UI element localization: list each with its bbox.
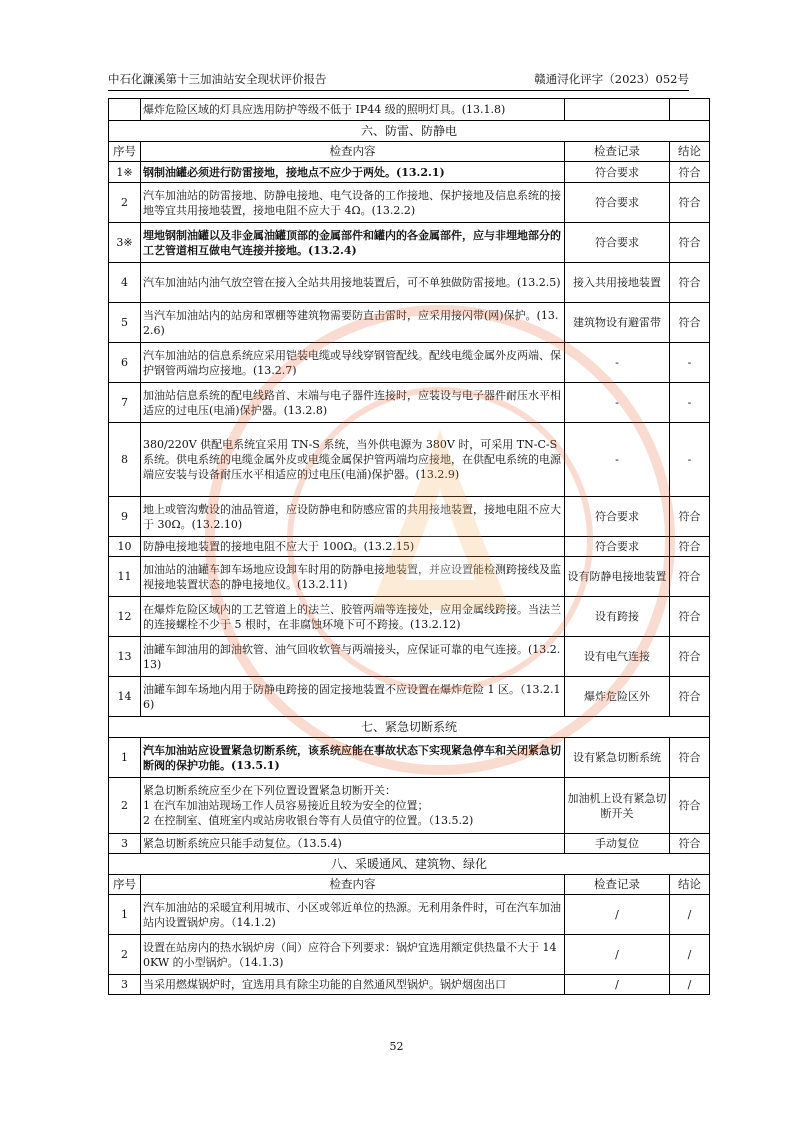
section-title: 八、采暖通风、建筑物、绿化: [109, 854, 710, 875]
table-row: [109, 557, 710, 597]
row-result: 符合: [670, 183, 710, 223]
row-content: 当采用燃煤锅炉时，宜选用具有除尘功能的自然通风型锅炉。锅炉烟囱出口: [141, 975, 565, 995]
row-result: 符合: [670, 557, 710, 597]
row-result: 符合: [670, 303, 710, 343]
report-number: 赣通浔化评字（2023）052号: [534, 72, 689, 86]
column-header-no: 序号: [109, 142, 141, 162]
row-number: 8: [109, 423, 141, 497]
row-number: 3: [109, 834, 141, 854]
row-number: 2: [109, 183, 141, 223]
inspection-table: [108, 98, 710, 995]
blank-cell: [670, 99, 710, 121]
row-record: 符合要求: [565, 162, 670, 183]
row-result: 符合: [670, 537, 710, 557]
row-record: -: [565, 343, 670, 383]
row-record: 爆炸危险区外: [565, 677, 670, 717]
section-title-row: [109, 121, 710, 142]
row-result: 符合: [670, 637, 710, 677]
row-content: 油罐车卸车场地内用于防静电跨接的固定接地装置不应设置在爆炸危险 1 区。（13.2.16): [141, 677, 565, 717]
page-number: 52: [389, 1040, 404, 1053]
table-row: [109, 778, 710, 834]
row-result: 符合: [670, 834, 710, 854]
row-record: 手动复位: [565, 834, 670, 854]
row-result: 符合: [670, 223, 710, 263]
row-content: 紧急切断系统应只能手动复位。（13.5.4): [141, 834, 565, 854]
table-row: [109, 637, 710, 677]
table-row: [109, 895, 710, 935]
row-result: -: [670, 383, 710, 423]
table-row: [109, 223, 710, 263]
row-record: /: [565, 975, 670, 995]
row-content: 加油站的油罐车卸车场地应设卸车时用的防静电接地装置，并应设置能检测跨接线及监视接地装置状态的静电接地仪。(13.2.11): [141, 557, 565, 597]
row-number: 14: [109, 677, 141, 717]
row-content: 380/220V 供配电系统宜采用 TN-S 系统，当外供电源为 380V 时，可采用 TN-C-S 系统。供电系统的电缆金属外皮或电缆金属保护管两端均应接地，在供配电系统的电源端应安装与设备耐压水平相适应的过电压(电涌)保护器。(13.2.9): [141, 423, 565, 497]
row-record: 接入共用接地装置: [565, 263, 670, 303]
row-record: 符合要求: [565, 223, 670, 263]
column-header-result: 结论: [670, 875, 710, 895]
table-row: [109, 935, 710, 975]
row-number: 13: [109, 637, 141, 677]
row-content: 爆炸危险区域的灯具应选用防护等级不低于 IP44 级的照明灯具。(13.1.8): [141, 99, 565, 121]
table-row: [109, 343, 710, 383]
row-record: 设有防静电接地装置: [565, 557, 670, 597]
section-title-row: [109, 717, 710, 738]
row-number: 3: [109, 975, 141, 995]
column-header-no: 序号: [109, 875, 141, 895]
row-number: 7: [109, 383, 141, 423]
row-content: 设置在站房内的热水锅炉房（间）应符合下列要求：锅炉宜选用额定供热量不大于 140KW 的小型锅炉。（14.1.3): [141, 935, 565, 975]
row-content: 汽车加油站的采暖宜利用城市、小区或邻近单位的热源。无利用条件时，可在汽车加油站内设置锅炉房。（14.1.2): [141, 895, 565, 935]
row-record: 设有紧急切断系统: [565, 738, 670, 778]
row-result: 符合: [670, 497, 710, 537]
table-row: [109, 497, 710, 537]
section-title: 六、防雷、防静电: [109, 121, 710, 142]
row-content: 汽车加油站的信息系统应采用铠装电缆或导线穿钢管配线。配线电缆金属外皮两端、保护钢管两端均应接地。(13.2.7): [141, 343, 565, 383]
row-result: 符合: [670, 677, 710, 717]
section-title: 七、紧急切断系统: [109, 717, 710, 738]
section-title-row: [109, 854, 710, 875]
table-row: [109, 677, 710, 717]
table-row: [109, 537, 710, 557]
row-record: 符合要求: [565, 497, 670, 537]
table-row: [109, 99, 710, 121]
row-number: 1※: [109, 162, 141, 183]
row-record: 建筑物设有避雷带: [565, 303, 670, 343]
table-row: [109, 597, 710, 637]
table-header-row: [109, 142, 710, 162]
row-record: 设有电气连接: [565, 637, 670, 677]
row-record: -: [565, 423, 670, 497]
row-result: 符合: [670, 597, 710, 637]
table-row: [109, 162, 710, 183]
row-number: 2: [109, 778, 141, 834]
row-number: 6: [109, 343, 141, 383]
row-content: 油罐车卸油用的卸油软管、油气回收软管与两端接头，应保证可靠的电气连接。(13.2.13): [141, 637, 565, 677]
row-content: 汽车加油站的防雷接地、防静电接地、电气设备的工作接地、保护接地及信息系统的接地等宜共用接地装置，接地电阻不应大于 4Ω。(13.2.2): [141, 183, 565, 223]
row-record: 符合要求: [565, 183, 670, 223]
table-row: [109, 834, 710, 854]
row-result: /: [670, 895, 710, 935]
row-result: 符合: [670, 162, 710, 183]
row-result: 符合: [670, 738, 710, 778]
row-content: 在爆炸危险区域内的工艺管道上的法兰、胶管两端等连接处，应用金属线跨接。当法兰的连接螺栓不少于 5 根时，在非腐蚀环境下可不跨接。(13.2.12): [141, 597, 565, 637]
row-record: /: [565, 935, 670, 975]
blank-cell: [565, 99, 670, 121]
table-row: [109, 383, 710, 423]
row-content: 当汽车加油站内的站房和罩棚等建筑物需要防直击雷时，应采用接闪带(网)保护。(13.2.6): [141, 303, 565, 343]
row-content: 埋地钢制油罐以及非金属油罐顶部的金属部件和罐内的各金属部件，应与非埋地部分的工艺管道相互做电气连接并接地。(13.2.4): [141, 223, 565, 263]
column-header-record: 检查记录: [565, 875, 670, 895]
row-number: 10: [109, 537, 141, 557]
row-content: 地上或管沟敷设的油品管道，应设防静电和防感应雷的共用接地装置，接地电阻不应大于 30Ω。(13.2.10): [141, 497, 565, 537]
row-record: 加油机上设有紧急切断开关: [565, 778, 670, 834]
row-result: /: [670, 975, 710, 995]
report-title: 中石化濂溪第十三加油站安全现状评价报告: [108, 72, 327, 86]
table-header-row: [109, 875, 710, 895]
table-row: [109, 303, 710, 343]
row-number: 3※: [109, 223, 141, 263]
column-header-content: 检查内容: [141, 142, 565, 162]
row-number: 4: [109, 263, 141, 303]
column-header-content: 检查内容: [141, 875, 565, 895]
table-row: [109, 975, 710, 995]
header-rule: [108, 90, 689, 91]
row-content: 钢制油罐必须进行防雷接地，接地点不应少于两处。(13.2.1): [141, 162, 565, 183]
table-row: [109, 423, 710, 497]
table-row: [109, 738, 710, 778]
row-number: 1: [109, 895, 141, 935]
row-number: 2: [109, 935, 141, 975]
table-row: [109, 263, 710, 303]
row-record: -: [565, 383, 670, 423]
row-number: 1: [109, 738, 141, 778]
row-result: 符合: [670, 778, 710, 834]
row-content: 加油站信息系统的配电线路首、末端与电子器件连接时，应装设与电子器件耐压水平相适应的过电压(电涌)保护器。(13.2.8): [141, 383, 565, 423]
row-content: 紧急切断系统应至少在下列位置设置紧急切断开关： 1 在汽车加油站现场工作人员容易接近且较为安全的位置； 2 在控制室、值班室内或站房收银台等有人员值守的位置。（13.5.2): [141, 778, 565, 834]
page-header: [108, 70, 689, 88]
row-record: 符合要求: [565, 537, 670, 557]
row-content: 汽车加油站内油气放空管在接入全站共用接地装置后，可不单独做防雷接地。(13.2.5): [141, 263, 565, 303]
row-content: 汽车加油站应设置紧急切断系统，该系统应能在事故状态下实现紧急停车和关闭紧急切断阀的保护功能。(13.5.1): [141, 738, 565, 778]
row-number: 9: [109, 497, 141, 537]
row-result: -: [670, 343, 710, 383]
row-record: /: [565, 895, 670, 935]
row-content: 防静电接地装置的接地电阻不应大于 100Ω。(13.2.15): [141, 537, 565, 557]
column-header-result: 结论: [670, 142, 710, 162]
row-number: 11: [109, 557, 141, 597]
row-number: 5: [109, 303, 141, 343]
table-row: [109, 183, 710, 223]
column-header-record: 检查记录: [565, 142, 670, 162]
row-result: 符合: [670, 263, 710, 303]
row-result: -: [670, 423, 710, 497]
blank-cell: [109, 99, 141, 121]
row-result: /: [670, 935, 710, 975]
row-record: 设有跨接: [565, 597, 670, 637]
row-number: 12: [109, 597, 141, 637]
